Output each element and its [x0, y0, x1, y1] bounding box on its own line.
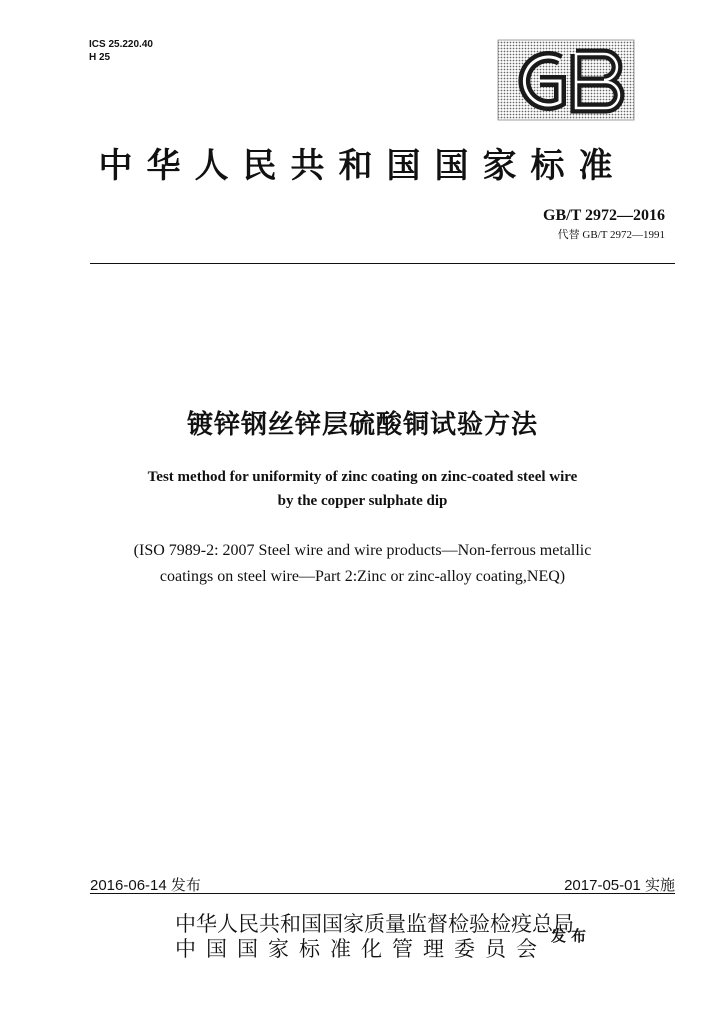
classification-codes: [89, 38, 153, 64]
bottom-divider: [90, 893, 675, 894]
standard-number: GB/T 2972—2016: [543, 207, 665, 224]
issuer-org-sac: 中国国家标准化管理委员会: [175, 937, 547, 961]
ics-code: ICS 25.220.40: [89, 39, 153, 50]
gb-logo: [494, 38, 638, 122]
implementation-date: 2017-05-01 实施: [564, 877, 675, 894]
iso-reference: [0, 538, 725, 590]
title-en-line1: Test method for uniformity of zinc coating on zinc-coated steel wire: [147, 469, 578, 485]
document-title-en: [0, 465, 725, 513]
iso-ref-line2: coatings on steel wire—Part 2:Zinc or zinc-alloy coating,NEQ): [159, 568, 566, 585]
top-divider: [90, 263, 675, 264]
standard-number-block: [543, 207, 665, 242]
publish-label: 发布: [551, 927, 592, 945]
national-standard-title: 中华人民共和国国家标准: [98, 146, 627, 186]
issue-date: 2016-06-14 发布: [90, 877, 201, 894]
iso-ref-line1: (ISO 7989-2: 2007 Steel wire and wire products—Non-ferrous metallic: [133, 542, 592, 559]
title-en-line2: by the copper sulphate dip: [277, 493, 448, 509]
issuing-organizations: [175, 912, 574, 962]
issuer-org-aqsiq: 中华人民共和国国家质量监督检验检疫总局: [175, 912, 574, 936]
ccs-code: H 25: [89, 52, 111, 63]
document-title-cn: 镀锌钢丝锌层硫酸铜试验方法: [186, 410, 538, 440]
replaces-standard: 代替 GB/T 2972—1991: [557, 229, 665, 241]
